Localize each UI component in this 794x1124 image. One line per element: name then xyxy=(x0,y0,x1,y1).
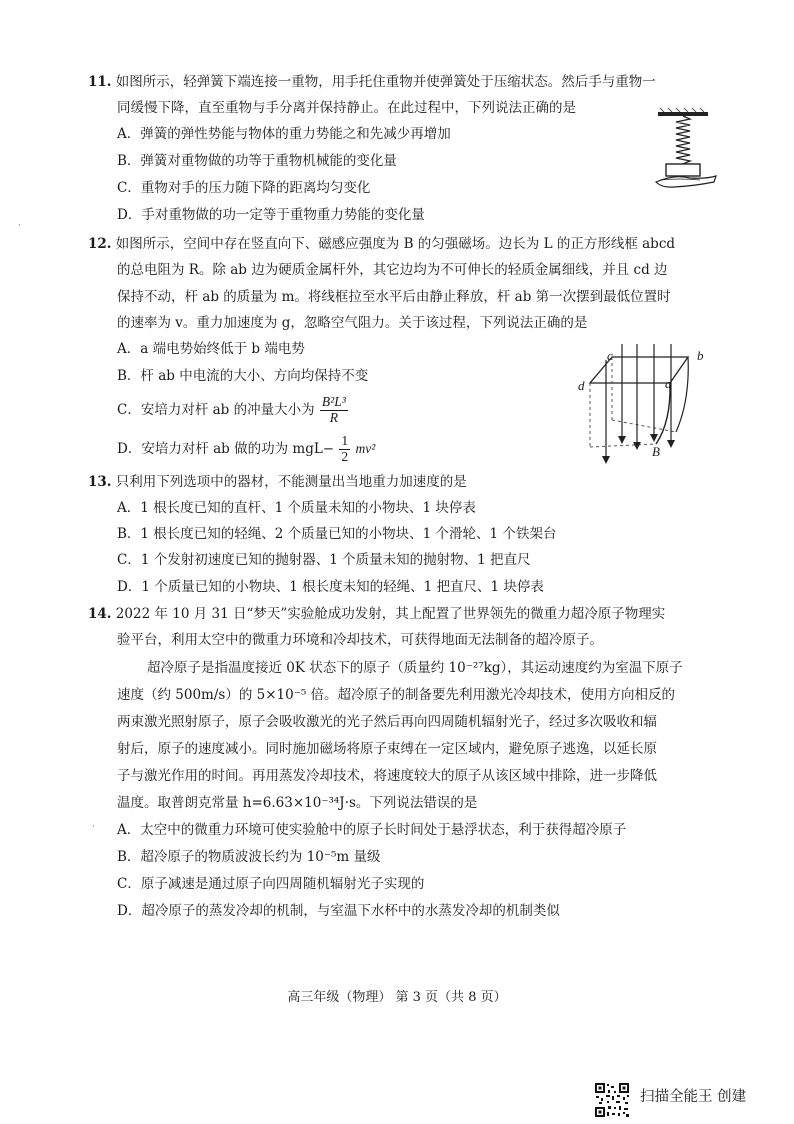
figure-label-b: b xyxy=(697,348,704,363)
figure-label-field-b: B xyxy=(652,444,660,459)
q12-option-c: C．安培力对杆 ab 的冲量大小为 $\frac{\text{B²L³}}{R}$ xyxy=(117,394,346,425)
figure-label-a: a xyxy=(665,376,672,391)
q11-stem-line2: 同缓慢下降，直至重物与手分离并保持静止。在此过程中，下列说法正确的是 xyxy=(117,100,576,116)
q12-stem-line3: 保持不动，杆 ab 的质量为 m。将线框拉至水平后由静止释放，杆 ab 第一次摆到最低位置时 xyxy=(117,289,671,305)
q14-option-a: A．太空中的微重力环境可使实验舱中的原子长时间处于悬浮状态，利于获得超冷原子 xyxy=(117,822,627,838)
q13-option-c: C．1 个发射初速度已知的抛射器、1 个质量未知的抛射物、1 把直尺 xyxy=(117,552,531,568)
q14-paragraph-line4: 射后，原子的速度减小。同时施加磁场将原子束缚在一定区域内，避免原子逃逸，以延长原 xyxy=(117,741,657,757)
q13-option-d: D．1 个质量已知的小物块、1 根长度未知的轻绳、1 把直尺、1 块停表 xyxy=(117,579,544,595)
margin-mark: · xyxy=(18,221,21,231)
q11-option-a: A．弹簧的弹性势能与物体的重力势能之和先减少再增加 xyxy=(117,126,451,142)
page-footer: 高三年级（物理） 第 3 页（共 8 页） xyxy=(287,990,507,1005)
q14-paragraph-line2: 速度（约 500m/s）的 5×10⁻⁵ 倍。超冷原子的制备要先利用激光冷却技术，使用方向相反的 xyxy=(117,687,676,703)
q14-option-b: B．超冷原子的物质波波长约为 10⁻⁵m 量级 xyxy=(117,849,381,865)
spring-weight-figure xyxy=(650,108,720,204)
q14-stem-line2: 验平台，利用太空中的微重力环境和冷却技术，可获得地面无法制备的超冷原子。 xyxy=(117,632,603,648)
q14-stem-line1: 14. 2022 年 10 月 31 日“梦天”实验舱成功发射，其上配置了世界领先的微重力超冷原子物理实 xyxy=(88,606,666,622)
margin-mark: · xyxy=(92,822,95,832)
q12-number: 12. xyxy=(88,236,112,252)
q14-paragraph-line6: 温度。取普朗克常量 h=6.63×10⁻³⁴J·s。下列说法错误的是 xyxy=(117,795,478,811)
q14-option-d: D．超冷原子的蒸发冷却的机制，与室温下水杯中的水蒸发冷却的机制类似 xyxy=(117,903,560,919)
q13-option-b: B．1 根长度已知的轻绳、2 个质量已知的小物块、1 个滑轮、1 个铁架台 xyxy=(117,526,557,542)
q11-option-c: C．重物对手的压力随下降的距离均匀变化 xyxy=(117,180,371,196)
q11-stem-line1: 11. 如图所示，轻弹簧下端连接一重物，用手托住重物并使弹簧处于压缩状态。然后手与重物一 xyxy=(88,74,656,90)
q11-number: 11. xyxy=(88,74,112,90)
q14-paragraph-line1: 超冷原子是指温度接近 0K 状态下的原子（质量约 10⁻²⁷kg），其运动速度约为室温下原子 xyxy=(147,660,683,676)
q13-number: 13. xyxy=(88,474,112,490)
q12-option-c-fraction: $\frac{\text{B²L³}}{R}$ xyxy=(321,394,346,425)
q12-option-b: B．杆 ab 中电流的大小、方向均保持不变 xyxy=(117,368,369,384)
q12-stem-line1: 12. 如图所示，空间中存在竖直向下、磁感应强度为 B 的匀强磁场。边长为 L 的正方形线框 abcd xyxy=(88,236,676,252)
qr-code-icon xyxy=(594,1082,630,1118)
q12-option-a: A．a 端电势始终低于 b 端电势 xyxy=(117,341,305,357)
q14-number: 14. xyxy=(88,606,112,622)
q14-paragraph-line5: 子与激光作用的时间。再用蒸发冷却技术，将速度较大的原子从该区域中排除，进一步降低 xyxy=(117,768,657,784)
q12-stem-line4: 的速率为 v。重力加速度为 g，忽略空气阻力。关于该过程，下列说法正确的是 xyxy=(117,315,588,331)
q11-option-d: D．手对重物做的功一定等于重物重力势能的变化量 xyxy=(117,207,425,223)
q12-stem-line2: 的总电阻为 R。除 ab 边为硬质金属杆外，其它边均为不可伸长的轻质金属细线，并且 cd 边 xyxy=(117,262,668,278)
q13-option-a: A．1 根长度已知的直杆、1 个质量未知的小物块、1 块停表 xyxy=(117,500,476,516)
q11-option-b: B．弹簧对重物做的功等于重物机械能的变化量 xyxy=(117,153,397,169)
figure-label-d: d xyxy=(578,378,585,393)
q14-option-c: C．原子减速是通过原子向四周随机辐射光子实现的 xyxy=(117,876,425,892)
q12-option-d: D．安培力对杆 ab 做的功为 mgL− $\frac{1}{2}$ mv² xyxy=(117,433,376,464)
q12-option-d-fraction: $\frac{1}{2}$ xyxy=(341,433,349,464)
q14-paragraph-line3: 两束激光照射原子，原子会吸收激光的光子然后再向四周随机辐射光子，经过多次吸收和辐 xyxy=(117,714,657,730)
figure-label-c: c xyxy=(607,348,613,363)
q13-stem: 13. 只利用下列选项中的器材，不能测量出当地重力加速度的是 xyxy=(88,474,467,490)
watermark-brand: 扫描全能王 创建 xyxy=(640,1089,747,1105)
